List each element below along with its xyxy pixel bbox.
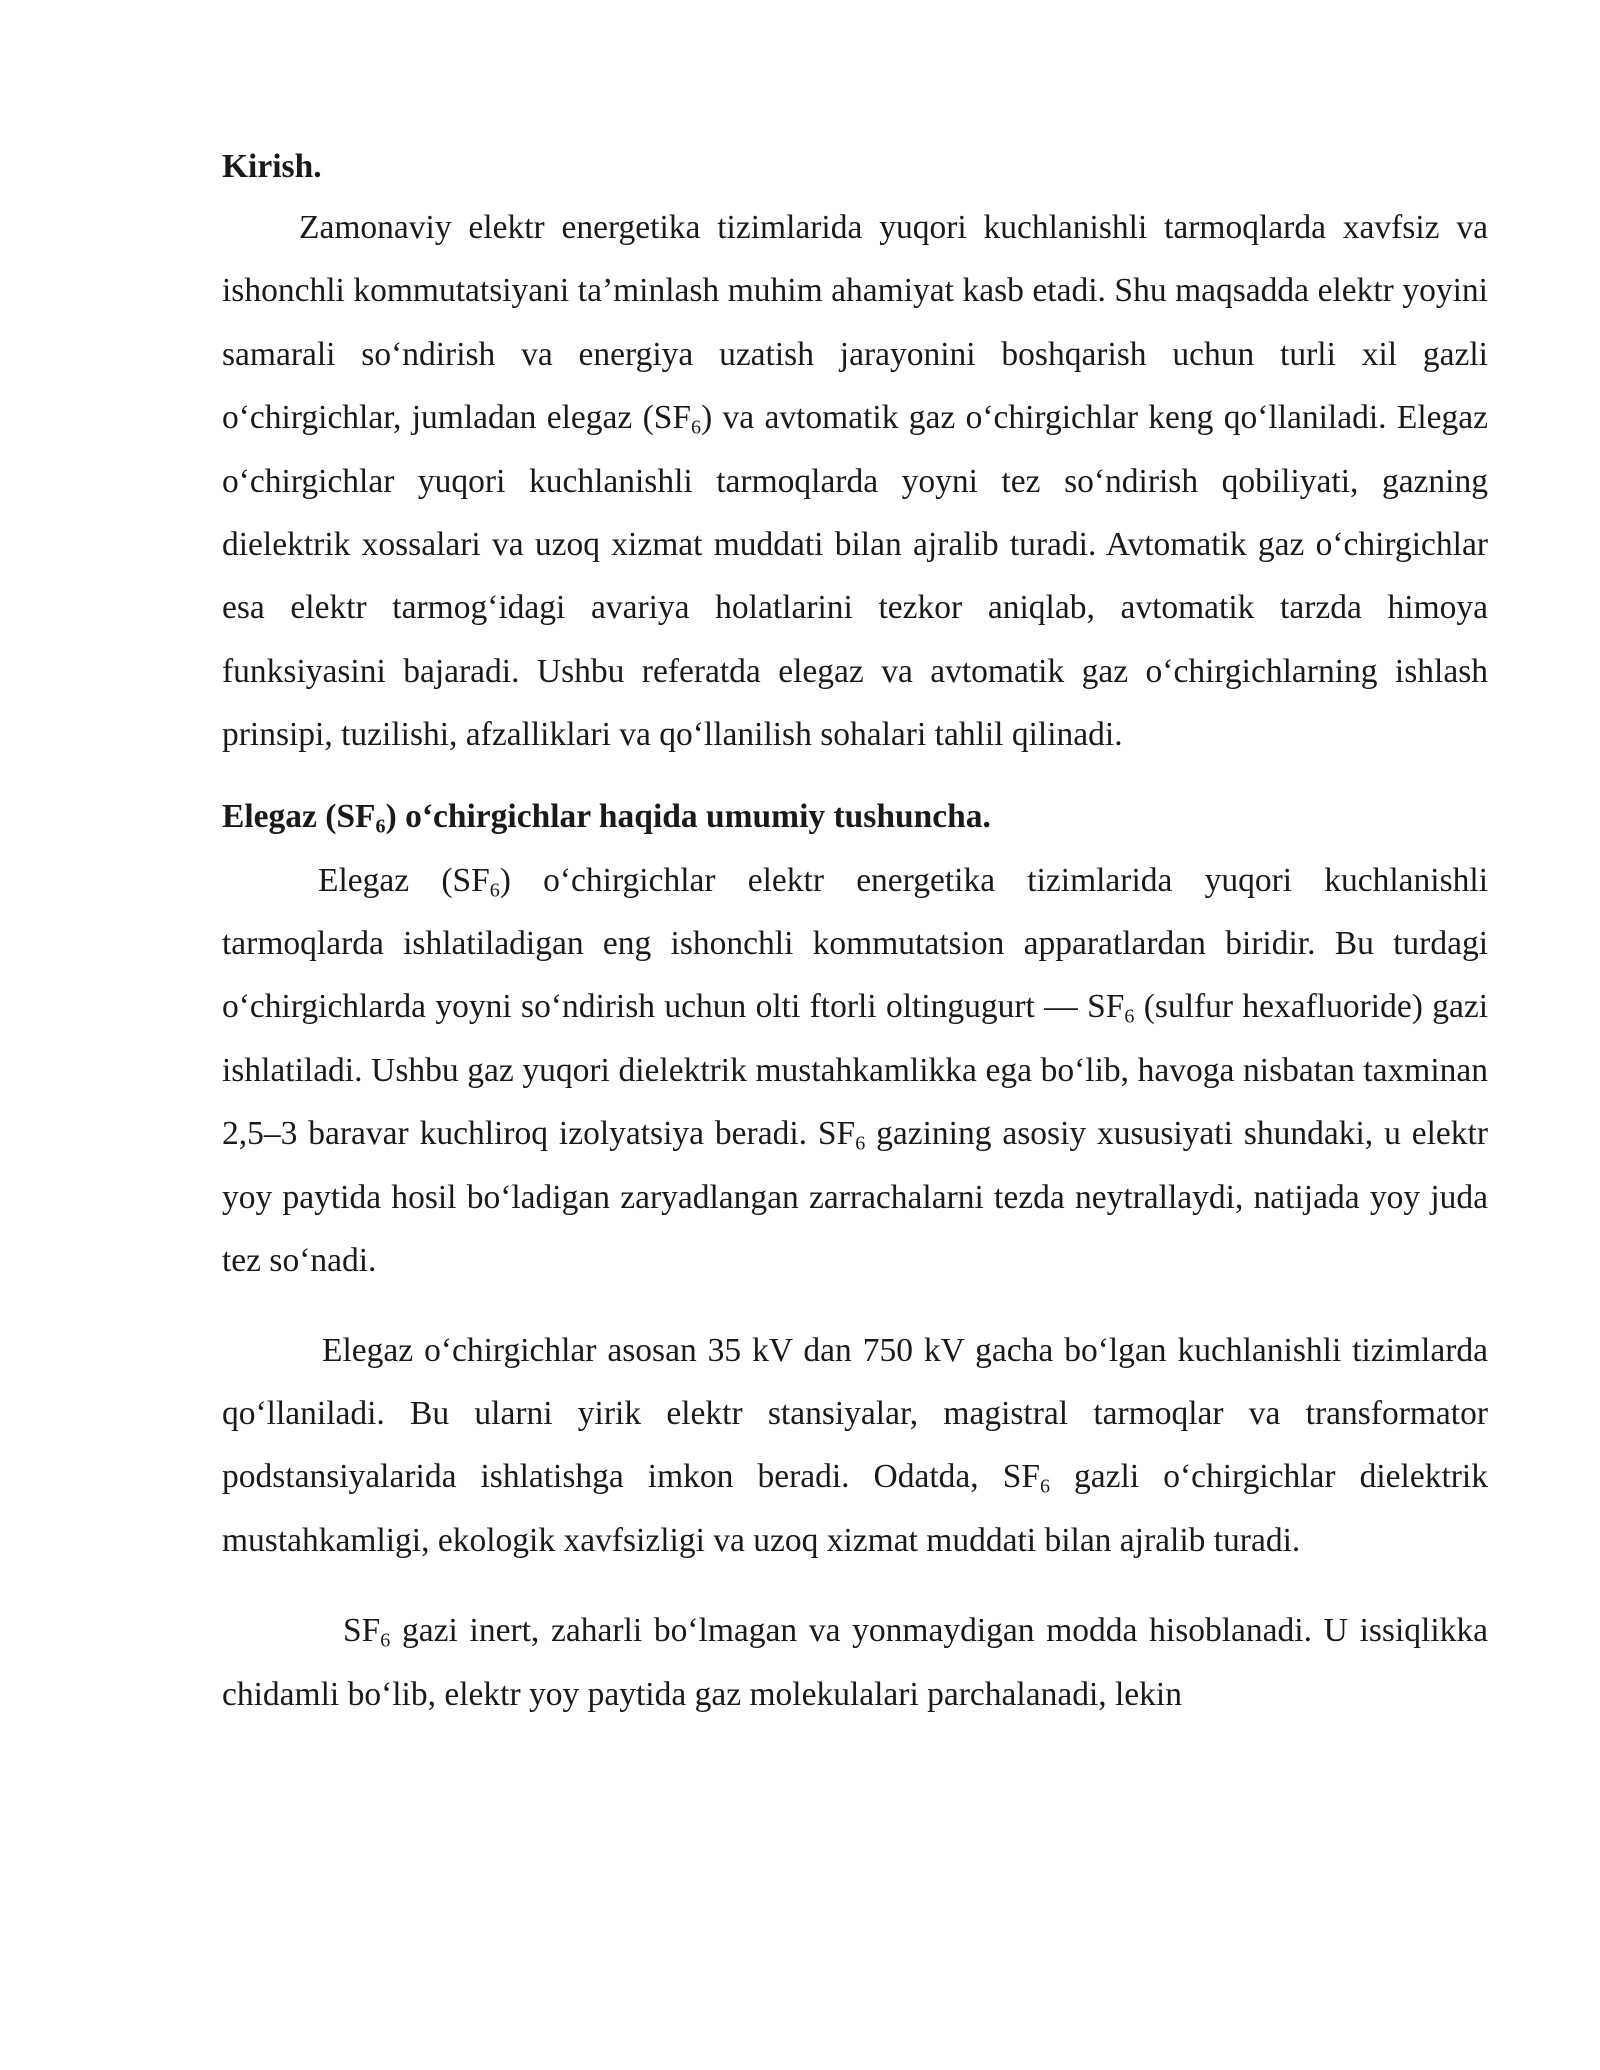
- subscript: 6: [1039, 1475, 1051, 1498]
- text-run: Elegaz (SF: [222, 797, 376, 835]
- text-run: ) o‘chirgichlar haqida umumiy tushuncha.: [385, 797, 991, 835]
- intro-paragraph: [222, 196, 1488, 767]
- text-run: gazli o‘chirgichlar dielektrik mustahkamligi, ekologik xavfsizligi va uzoq xizmat muddati bilan ajralib turadi.: [222, 1458, 1488, 1559]
- section-paragraph-2: [222, 1319, 1488, 1573]
- subscript: 6: [380, 1629, 391, 1652]
- subscript: 6: [1124, 1006, 1135, 1029]
- intro-heading: Kirish.: [222, 148, 322, 185]
- text-run: SF: [343, 1612, 381, 1650]
- text-run: gazining asosiy xususiyati shundaki, u elektr yoy paytida hosil bo‘ladigan zaryadlangan zarrachalarni tezda neytrallaydi, natijada yoy juda tez so‘nadi.: [222, 1115, 1488, 1280]
- section-paragraph-1: [222, 849, 1488, 1293]
- text-run: gazi inert, zaharli bo‘lmagan va yonmaydigan modda hisoblanadi. U issiqlikka chidamli bo‘lib, elektr yoy paytida gaz molekulalari parchalanadi, lekin: [222, 1612, 1488, 1713]
- subscript: 6: [375, 815, 386, 838]
- text-run: (sulfur hexafluoride) gazi ishlatiladi. Ushbu gaz yuqori dielektrik mustahkamlikka ega bo‘lib, havoga nisbatan taxminan 2,5–3 baravar kuchliroq izolyatsiya beradi. SF: [222, 988, 1489, 1153]
- subscript: 6: [489, 879, 500, 902]
- text-run: ) va avtomatik gaz o‘chirgichlar keng qo‘llaniladi. Elegaz o‘chirgichlar yuqori kuchlanishli tarmoqlarda yoyni tez so‘ndirish qobiliyati, gazning dielektrik xossalari va uzoq xizmat muddati bilan ajralib turadi. Avtomatik gaz o‘chirgichlar esa elektr tarmog‘idagi avariya holatlarini tezkor aniqlab, avtomatik tarzda himoya funksiyasini bajaradi. Ushbu referatda elegaz va avtomatik gaz o‘chirgichlarning ishlash prinsipi, tuzilishi, afzalliklari va qo‘llanilish sohalari tahlil qilinadi.: [222, 399, 1488, 754]
- document-body: [222, 146, 1488, 1726]
- text-run: Elegaz o‘chirgichlar asosan 35 kV dan 750 kV gacha bo‘lgan kuchlanishli tizimlarda qo‘llaniladi. Bu ularni yirik elektr stansiyalar, magistral tarmoqlar va transformator podstansiyalarida ishlatishga imkon beradi. Odatda, SF: [222, 1331, 1488, 1496]
- text-run: Zamonaviy elektr energetika tizimlarida yuqori kuchlanishli tarmoqlarda xavfsiz va ishonchli kommutatsiyani ta’minlash muhim ahamiyat kasb etadi. Shu maqsadda elektr yoyini samarali so‘ndirish va energiya uzatish jarayonini boshqarish uchun turli xil gazli o‘chirgichlar, jumladan elegaz (SF: [222, 209, 1488, 437]
- subscript: 6: [691, 416, 702, 439]
- text-run: Elegaz (SF: [318, 861, 490, 899]
- subscript: 6: [855, 1132, 866, 1155]
- section-heading: [222, 793, 1488, 841]
- text-run: ) o‘chirgichlar elektr energetika tizimlarida yuqori kuchlanishli tarmoqlarda ishlatiladigan eng ishonchli kommutatsion apparatlardan biridir. Bu turdagi o‘chirgichlarda yoyni so‘ndirish uchun olti ftorli oltingugurt — SF: [222, 861, 1488, 1026]
- section-paragraph-3: [222, 1599, 1488, 1726]
